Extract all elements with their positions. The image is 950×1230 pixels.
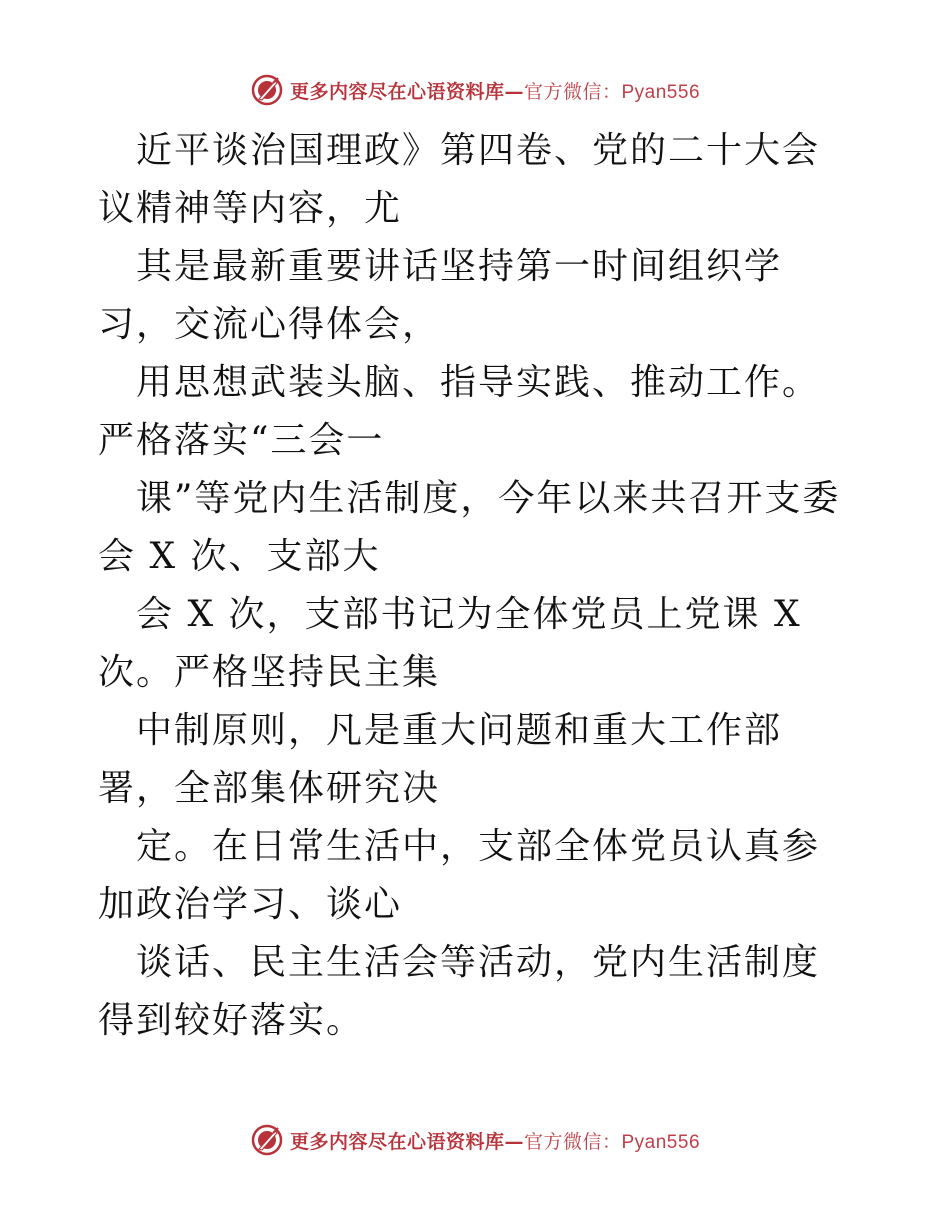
- banner-wechat: 官方微信：Pyan556: [524, 81, 701, 103]
- banner-text: [290, 1127, 700, 1154]
- body-line: 会 X 次，支部书记为全体党员上党课 X 次。严格坚持民主集: [98, 594, 802, 693]
- body-line: 谈话、民主生活会等活动，党内生活制度得到较好落实。: [98, 942, 821, 1041]
- body-line: 近平谈治国理政》第四卷、党的二十大会议精神等内容，尤: [98, 130, 821, 229]
- document-body: [98, 122, 854, 1050]
- body-line: 课”等党内生活制度，今年以来共召开支委会 X 次、支部大: [98, 478, 841, 577]
- body-line: 定。在日常生活中，支部全体党员认真参加政治学习、谈心: [98, 826, 821, 925]
- banner-site-name: 更多内容尽在心语资料库: [289, 1130, 505, 1153]
- body-line: 中制原则，凡是重大问题和重大工作部署，全部集体研究决: [98, 710, 783, 809]
- header-banner: [0, 70, 950, 110]
- banner-text: [290, 77, 700, 104]
- banner-separator: —: [504, 80, 524, 103]
- quill-seal-icon: [250, 73, 284, 107]
- quill-seal-icon: [250, 1123, 284, 1157]
- banner-separator: —: [504, 1130, 524, 1153]
- banner-site-name: 更多内容尽在心语资料库: [289, 80, 505, 103]
- body-line: 用思想武装头脑、指导实践、推动工作。严格落实“三会一: [98, 362, 821, 461]
- banner-wechat: 官方微信：Pyan556: [524, 1131, 701, 1153]
- footer-banner: [0, 1120, 950, 1160]
- body-line: 其是最新重要讲话坚持第一时间组织学习，交流心得体会，: [98, 246, 783, 345]
